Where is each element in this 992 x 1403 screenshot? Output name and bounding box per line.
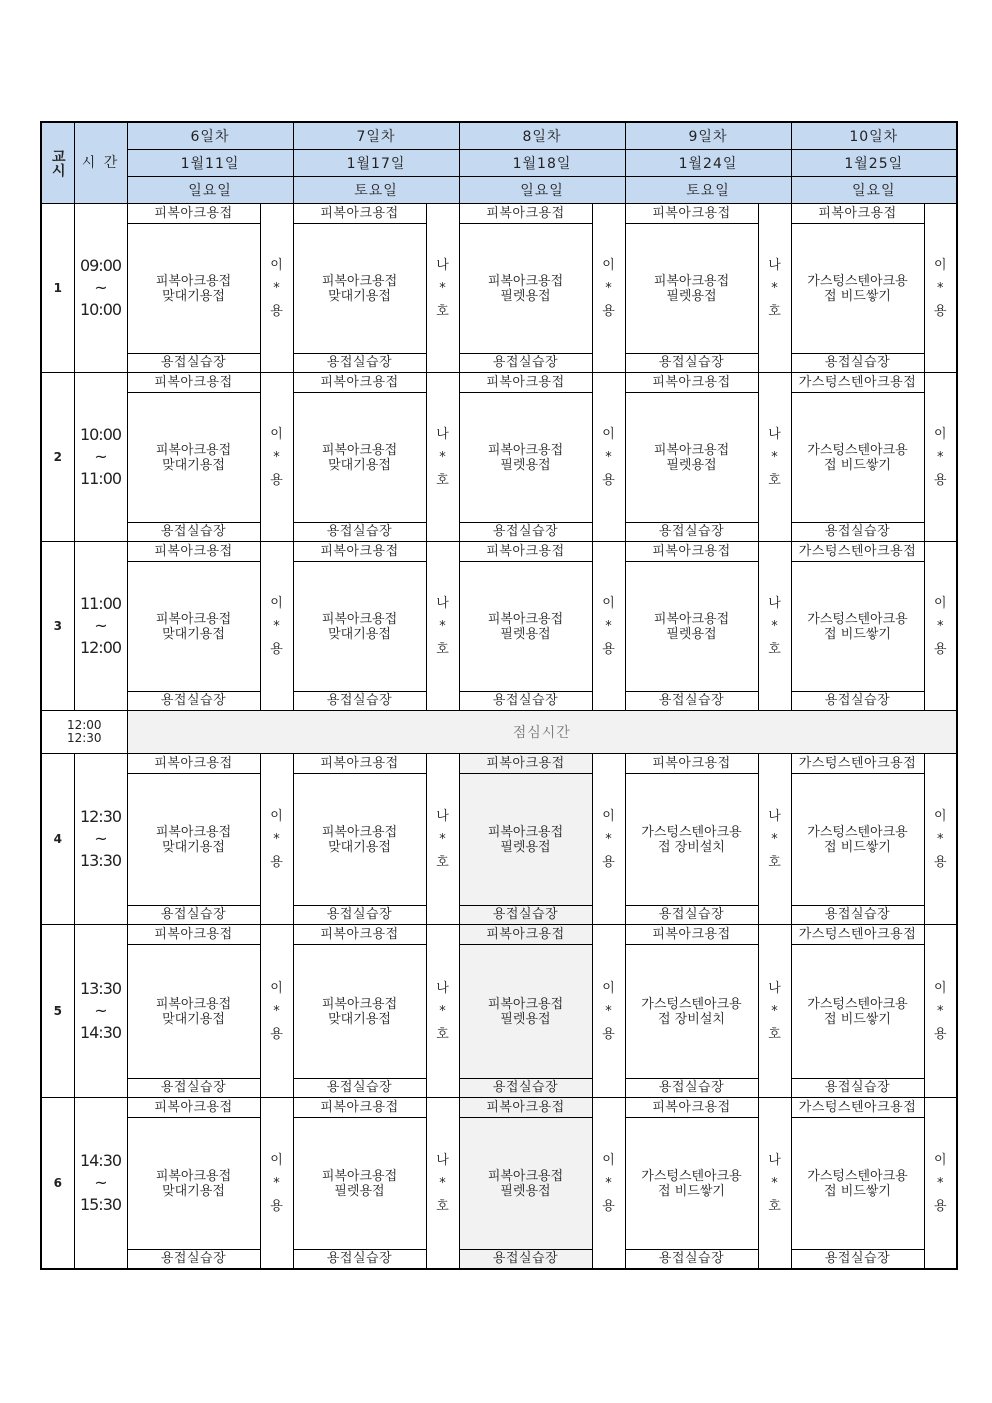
subject-title: 피복아크용접 (625, 925, 758, 945)
day-header-day: 9일차 (625, 122, 791, 150)
period-row-location (41, 906, 957, 925)
day-header-day: 8일차 (459, 122, 625, 150)
lesson-content: 가스텅스텐아크용 접 장비설치 (625, 774, 758, 906)
subject-title: 가스텅스텐아크용접 (791, 542, 924, 562)
lesson-location: 용접실습장 (459, 1250, 592, 1270)
lesson-content: 피복아크용접 필렛용접 (293, 1118, 426, 1250)
subject-title: 가스텅스텐아크용접 (791, 373, 924, 393)
day-header-day: 10일차 (791, 122, 957, 150)
period-time: 11:00 ~ 12:00 (74, 542, 127, 711)
instructor-name: 이 * 용 (260, 373, 293, 542)
instructor-name: 이 * 용 (924, 925, 957, 1098)
instructor-name: 나 * 호 (758, 373, 791, 542)
lesson-content: 피복아크용접 맞대기용접 (293, 562, 426, 692)
lesson-content: 피복아크용접 맞대기용접 (127, 224, 260, 354)
subject-title: 피복아크용접 (293, 204, 426, 224)
period-time: 13:30 ~ 14:30 (74, 925, 127, 1098)
lunch-row (41, 711, 957, 754)
day-header-day: 6일차 (127, 122, 293, 150)
day-header-weekday: 일요일 (127, 177, 293, 204)
lesson-location: 용접실습장 (625, 1250, 758, 1270)
instructor-name: 나 * 호 (758, 925, 791, 1098)
subject-title: 피복아크용접 (293, 542, 426, 562)
lesson-content: 피복아크용접 필렛용접 (625, 393, 758, 523)
time-column-header: 시 간 (74, 122, 127, 204)
instructor-name: 나 * 호 (426, 204, 459, 373)
period-row-content (41, 562, 957, 692)
instructor-name: 나 * 호 (426, 754, 459, 925)
lunch-label: 점심시간 (127, 711, 957, 754)
lesson-content: 가스텅스텐아크용 접 비드쌓기 (625, 1118, 758, 1250)
lesson-location: 용접실습장 (791, 1250, 924, 1270)
lesson-location: 용접실습장 (791, 906, 924, 925)
lesson-location: 용접실습장 (293, 354, 426, 373)
period-number: 2 (41, 373, 74, 542)
period-row-location (41, 1079, 957, 1098)
lesson-location: 용접실습장 (293, 1250, 426, 1270)
instructor-name: 나 * 호 (426, 373, 459, 542)
period-row-location (41, 523, 957, 542)
instructor-name: 나 * 호 (426, 925, 459, 1098)
subject-title: 피복아크용접 (625, 754, 758, 774)
lesson-content: 가스텅스텐아크용 접 비드쌓기 (791, 1118, 924, 1250)
subject-title: 가스텅스텐아크용접 (791, 1098, 924, 1118)
schedule-table (40, 121, 958, 1270)
subject-title: 피복아크용접 (459, 542, 592, 562)
day-header-weekday: 일요일 (459, 177, 625, 204)
subject-title: 가스텅스텐아크용접 (791, 754, 924, 774)
instructor-name: 이 * 용 (592, 754, 625, 925)
instructor-name: 이 * 용 (924, 204, 957, 373)
lesson-location: 용접실습장 (791, 354, 924, 373)
lesson-content: 피복아크용접 맞대기용접 (293, 945, 426, 1079)
subject-title: 피복아크용접 (625, 204, 758, 224)
lesson-location: 용접실습장 (625, 1079, 758, 1098)
period-row-location (41, 354, 957, 373)
day-header-date: 1월24일 (625, 150, 791, 177)
period-number: 1 (41, 204, 74, 373)
subject-title: 피복아크용접 (127, 373, 260, 393)
day-header-weekday: 일요일 (791, 177, 957, 204)
lesson-location: 용접실습장 (459, 523, 592, 542)
period-row (41, 754, 957, 774)
day-header-weekday: 토요일 (625, 177, 791, 204)
lesson-location: 용접실습장 (459, 906, 592, 925)
day-header-date: 1월18일 (459, 150, 625, 177)
lesson-content: 가스텅스텐아크용 접 비드쌓기 (791, 774, 924, 906)
subject-title: 가스텅스텐아크용접 (791, 925, 924, 945)
period-time: 12:30 ~ 13:30 (74, 754, 127, 925)
period-row-content (41, 945, 957, 1079)
period-number: 3 (41, 542, 74, 711)
period-number: 4 (41, 754, 74, 925)
lesson-location: 용접실습장 (459, 1079, 592, 1098)
day-header-date: 1월11일 (127, 150, 293, 177)
subject-title: 피복아크용접 (127, 204, 260, 224)
lesson-location: 용접실습장 (293, 1079, 426, 1098)
period-number: 5 (41, 925, 74, 1098)
period-row-content (41, 774, 957, 906)
instructor-name: 나 * 호 (426, 542, 459, 711)
subject-title: 피복아크용접 (293, 1098, 426, 1118)
instructor-name: 이 * 용 (924, 754, 957, 925)
instructor-name: 이 * 용 (592, 542, 625, 711)
lesson-location: 용접실습장 (127, 354, 260, 373)
period-row (41, 373, 957, 393)
day-header-date: 1월25일 (791, 150, 957, 177)
instructor-name: 이 * 용 (592, 204, 625, 373)
instructor-name: 이 * 용 (924, 373, 957, 542)
subject-title: 피복아크용접 (625, 373, 758, 393)
period-row-content (41, 393, 957, 523)
lesson-content: 피복아크용접 필렛용접 (625, 562, 758, 692)
instructor-name: 이 * 용 (924, 1098, 957, 1270)
subject-title: 피복아크용접 (293, 925, 426, 945)
lesson-location: 용접실습장 (293, 523, 426, 542)
lesson-content: 가스텅스텐아크용 접 비드쌓기 (791, 945, 924, 1079)
day-header-day: 7일차 (293, 122, 459, 150)
period-time: 09:00 ~ 10:00 (74, 204, 127, 373)
period-row-location (41, 692, 957, 711)
lesson-content: 가스텅스텐아크용 접 장비설치 (625, 945, 758, 1079)
lesson-content: 피복아크용접 맞대기용접 (127, 393, 260, 523)
lesson-content: 피복아크용접 맞대기용접 (127, 562, 260, 692)
lesson-content: 피복아크용접 맞대기용접 (127, 945, 260, 1079)
lesson-content: 피복아크용접 맞대기용접 (293, 774, 426, 906)
lesson-content: 피복아크용접 필렛용접 (459, 393, 592, 523)
instructor-name: 나 * 호 (426, 1098, 459, 1270)
lesson-location: 용접실습장 (625, 692, 758, 711)
lesson-content: 피복아크용접 맞대기용접 (293, 393, 426, 523)
lesson-content: 피복아크용접 필렛용접 (459, 224, 592, 354)
period-column-header: 교시 (41, 122, 74, 204)
lesson-location: 용접실습장 (625, 906, 758, 925)
instructor-name: 이 * 용 (260, 542, 293, 711)
lesson-location: 용접실습장 (293, 692, 426, 711)
header-row-day (41, 122, 957, 150)
subject-title: 피복아크용접 (625, 1098, 758, 1118)
lesson-content: 피복아크용접 필렛용접 (459, 774, 592, 906)
instructor-name: 나 * 호 (758, 754, 791, 925)
subject-title: 피복아크용접 (459, 1098, 592, 1118)
lesson-content: 피복아크용접 맞대기용접 (127, 774, 260, 906)
instructor-name: 이 * 용 (260, 1098, 293, 1270)
lesson-content: 피복아크용접 필렛용접 (459, 562, 592, 692)
lesson-location: 용접실습장 (625, 354, 758, 373)
period-time: 14:30 ~ 15:30 (74, 1098, 127, 1270)
lesson-location: 용접실습장 (625, 523, 758, 542)
lesson-content: 피복아크용접 맞대기용접 (127, 1118, 260, 1250)
lesson-location: 용접실습장 (791, 523, 924, 542)
period-row (41, 204, 957, 224)
instructor-name: 이 * 용 (592, 925, 625, 1098)
lesson-content: 피복아크용접 필렛용접 (459, 945, 592, 1079)
subject-title: 피복아크용접 (293, 373, 426, 393)
lunch-time: 12:00 12:30 (41, 711, 127, 754)
subject-title: 피복아크용접 (127, 542, 260, 562)
instructor-name: 이 * 용 (260, 754, 293, 925)
subject-title: 피복아크용접 (459, 204, 592, 224)
instructor-name: 나 * 호 (758, 1098, 791, 1270)
period-row-location (41, 1250, 957, 1270)
period-number: 6 (41, 1098, 74, 1270)
header-row-weekday (41, 177, 957, 204)
subject-title: 피복아크용접 (459, 754, 592, 774)
period-row (41, 542, 957, 562)
instructor-name: 나 * 호 (758, 204, 791, 373)
period-row (41, 1098, 957, 1118)
subject-title: 피복아크용접 (625, 542, 758, 562)
period-row-content (41, 1118, 957, 1250)
lesson-location: 용접실습장 (791, 692, 924, 711)
lesson-location: 용접실습장 (459, 354, 592, 373)
instructor-name: 이 * 용 (260, 204, 293, 373)
day-header-date: 1월17일 (293, 150, 459, 177)
instructor-name: 나 * 호 (758, 542, 791, 711)
subject-title: 피복아크용접 (293, 754, 426, 774)
period-row (41, 925, 957, 945)
lesson-location: 용접실습장 (127, 523, 260, 542)
lesson-content: 가스텅스텐아크용 접 비드쌓기 (791, 393, 924, 523)
lesson-content: 피복아크용접 맞대기용접 (293, 224, 426, 354)
lesson-location: 용접실습장 (459, 692, 592, 711)
lesson-content: 가스텅스텐아크용 접 비드쌓기 (791, 562, 924, 692)
subject-title: 피복아크용접 (791, 204, 924, 224)
instructor-name: 이 * 용 (592, 373, 625, 542)
subject-title: 피복아크용접 (127, 1098, 260, 1118)
lesson-content: 피복아크용접 필렛용접 (459, 1118, 592, 1250)
day-header-weekday: 토요일 (293, 177, 459, 204)
subject-title: 피복아크용접 (127, 925, 260, 945)
lesson-location: 용접실습장 (127, 1079, 260, 1098)
lesson-location: 용접실습장 (791, 1079, 924, 1098)
instructor-name: 이 * 용 (260, 925, 293, 1098)
lesson-location: 용접실습장 (127, 1250, 260, 1270)
subject-title: 피복아크용접 (127, 754, 260, 774)
instructor-name: 이 * 용 (924, 542, 957, 711)
lesson-content: 가스텅스텐아크용 접 비드쌓기 (791, 224, 924, 354)
instructor-name: 이 * 용 (592, 1098, 625, 1270)
subject-title: 피복아크용접 (459, 925, 592, 945)
header-row-date (41, 150, 957, 177)
period-row-content (41, 224, 957, 354)
subject-title: 피복아크용접 (459, 373, 592, 393)
lesson-content: 피복아크용접 필렛용접 (625, 224, 758, 354)
period-time: 10:00 ~ 11:00 (74, 373, 127, 542)
lesson-location: 용접실습장 (293, 906, 426, 925)
lesson-location: 용접실습장 (127, 692, 260, 711)
lesson-location: 용접실습장 (127, 906, 260, 925)
